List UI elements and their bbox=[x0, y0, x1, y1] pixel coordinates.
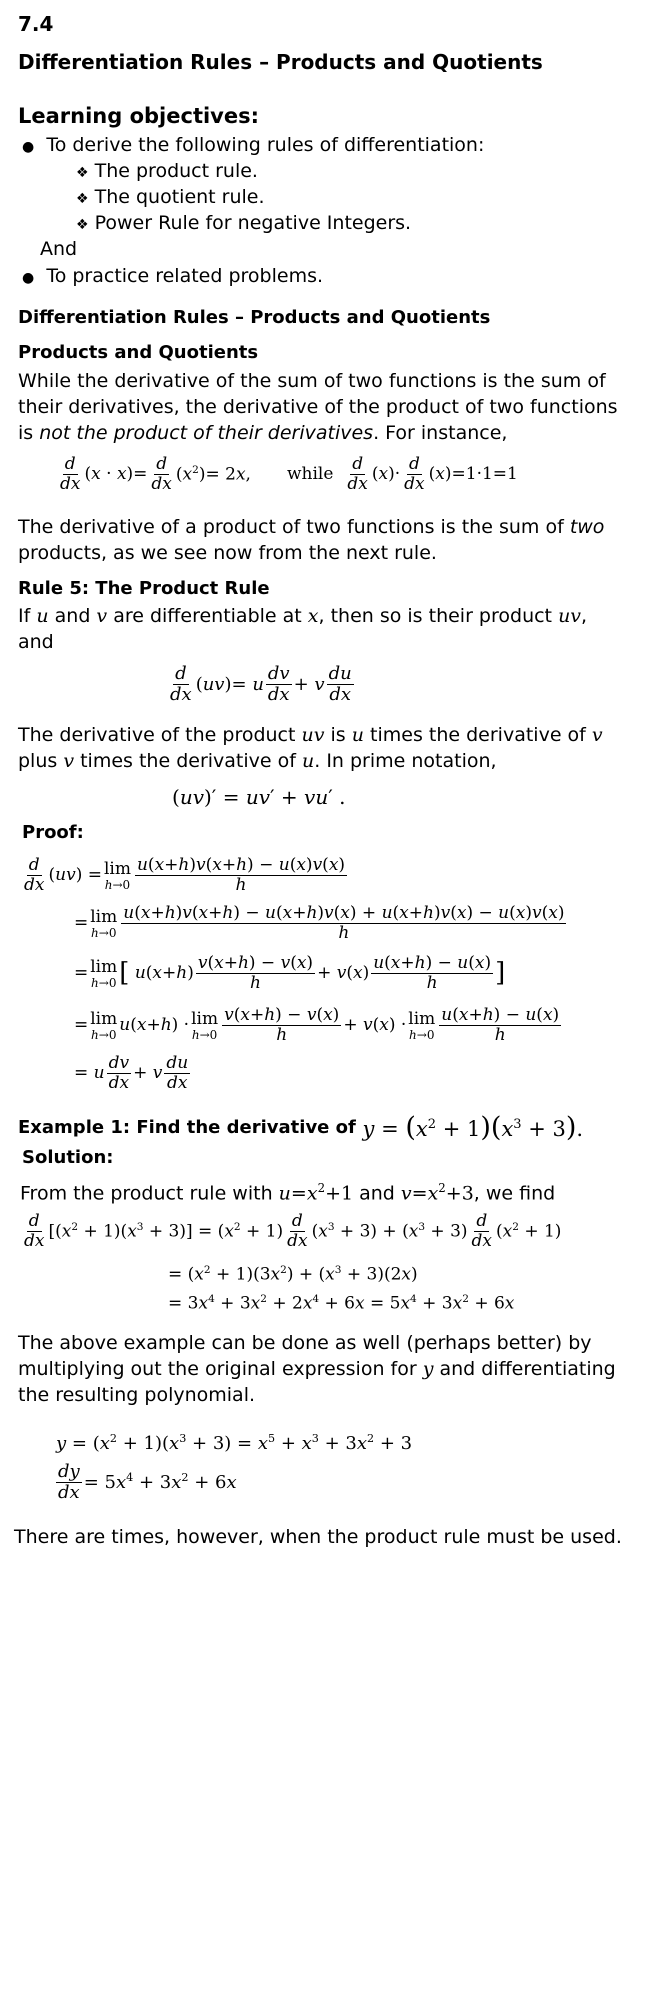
diamond-bullet-icon: ❖ bbox=[76, 165, 89, 181]
proof-heading: Proof: bbox=[22, 822, 84, 843]
example1-line-2: = $(x^2 + 1)(3x^2) + (x^3 + 3)(2x)$ bbox=[168, 1264, 418, 1285]
page-title: Differentiation Rules – Products and Quotients bbox=[18, 50, 543, 74]
rule5-heading: Rule 5: The Product Rule bbox=[18, 578, 270, 599]
dy-dx-formula: $\frac{dy}{dx}$ = $5x^4 + 3x^2 + 6x$ bbox=[58, 1461, 237, 1503]
section-heading: Differentiation Rules – Products and Quotients bbox=[18, 307, 491, 328]
paragraph-line: The derivative of a product of two functions is the sum of two bbox=[18, 516, 605, 538]
objective-item-derive: ● To derive the following rules of differentiation: bbox=[22, 134, 485, 156]
rule5-statement: If u and v are differentiable at x, then so is their product uv, bbox=[18, 605, 588, 627]
diamond-bullet-icon: ❖ bbox=[76, 217, 89, 233]
example1-line-1: $\frac{d}{dx}$ $[(x^2 + 1)(x^3 + 3)] = (x^2 + 1)$ $\frac{d}{dx}$ $(x^3 + 3) + (x^3 + 3)$ $\frac{d}{dx}$ $(x^2 + 1)$ bbox=[24, 1211, 562, 1251]
paragraph-line: plus v times the derivative of u. In prime notation, bbox=[18, 750, 497, 772]
paragraph-line: The above example can be done as well (perhaps better) by bbox=[18, 1332, 592, 1354]
paragraph-line: is not the product of their derivatives. For instance, bbox=[18, 422, 508, 444]
rule-item-quotient: ❖ The quotient rule. bbox=[76, 186, 265, 208]
bullet-icon: ● bbox=[22, 139, 35, 155]
rule5-and: and bbox=[18, 631, 54, 653]
proof-line-2: = lim h→0 $\frac{u(x+h)v(x+h) - u(x+h)v(x) + u(x+h)v(x) - u(x)v(x)}{h}$ bbox=[74, 903, 565, 943]
section-number: 7.4 bbox=[18, 12, 54, 36]
paragraph-line: While the derivative of the sum of two functions is the sum of bbox=[18, 370, 606, 392]
prime-notation-formula: (uv)′ = uv′ + vu′ . bbox=[172, 785, 346, 809]
diamond-bullet-icon: ❖ bbox=[76, 191, 89, 207]
paragraph-line: multiplying out the original expression for y and differentiating bbox=[18, 1358, 616, 1380]
example1-line-3: = $3x^4 + 3x^2 + 2x^4 + 6x = 5x^4 + 3x^2 + 6x$ bbox=[168, 1293, 515, 1314]
example1-heading: Example 1: Find the derivative of $y = (x^2 + 1)(x^3 + 3)$. bbox=[18, 1112, 584, 1143]
paragraph-line: The derivative of the product uv is u times the derivative of v bbox=[18, 724, 603, 746]
solution-heading: Solution: bbox=[22, 1147, 114, 1168]
paragraph-line: their derivatives, the derivative of the product of two functions bbox=[18, 396, 618, 418]
example-formula-derivative-xx: $\frac{d}{dx}$ (x · x)= $\frac{d}{dx}$ $(x^2)= 2x$, while $\frac{d}{dx}$ (x)· $\frac{d}{dx}$ (x)=1·1=1 bbox=[60, 454, 518, 494]
closing-sentence: There are times, however, when the product rule must be used. bbox=[14, 1526, 622, 1548]
rule-item-power: ❖ Power Rule for negative Integers. bbox=[76, 212, 412, 234]
paragraph-line: the resulting polynomial. bbox=[18, 1384, 256, 1406]
product-rule-formula: $\frac{d}{dx}$ (uv)= u $\frac{dv}{dx}$ + v $\frac{du}{dx}$ bbox=[170, 663, 352, 705]
proof-line-1: $\frac{d}{dx}$ (uv) = lim h→0 $\frac{u(x+h)v(x+h) - u(x)v(x)}{h}$ bbox=[24, 855, 346, 895]
products-heading: Products and Quotients bbox=[18, 342, 259, 363]
expanded-y-formula: $y = (x^2 + 1)(x^3 + 3) = x^5 + x^3 + 3x^2 + 3$ bbox=[56, 1432, 413, 1454]
rule-item-product: ❖ The product rule. bbox=[76, 160, 258, 182]
proof-line-3: = lim h→0 [ u(x+h) $\frac{v(x+h) - v(x)}{h}$ + v(x) $\frac{u(x+h) - u(x)}{h}$ ] bbox=[74, 953, 506, 993]
objective-item-practice: ● To practice related problems. bbox=[22, 265, 324, 287]
paragraph-line: products, as we see now from the next rule. bbox=[18, 542, 437, 564]
and-text: And bbox=[40, 238, 78, 260]
proof-line-4: = lim h→0 u(x+h) · lim h→0 $\frac{v(x+h) - v(x)}{h}$ + v(x) · lim h→0 $\frac{u(x+h) - u(x)}{h}$ bbox=[74, 1005, 560, 1045]
proof-line-5: = u $\frac{dv}{dx}$ + v $\frac{du}{dx}$ bbox=[74, 1053, 189, 1093]
objectives-heading: Learning objectives: bbox=[18, 104, 260, 128]
bullet-icon: ● bbox=[22, 270, 35, 286]
paragraph-line: From the product rule with $u=x^2+1$ and $v=x^2+3$, we find bbox=[20, 1181, 556, 1205]
